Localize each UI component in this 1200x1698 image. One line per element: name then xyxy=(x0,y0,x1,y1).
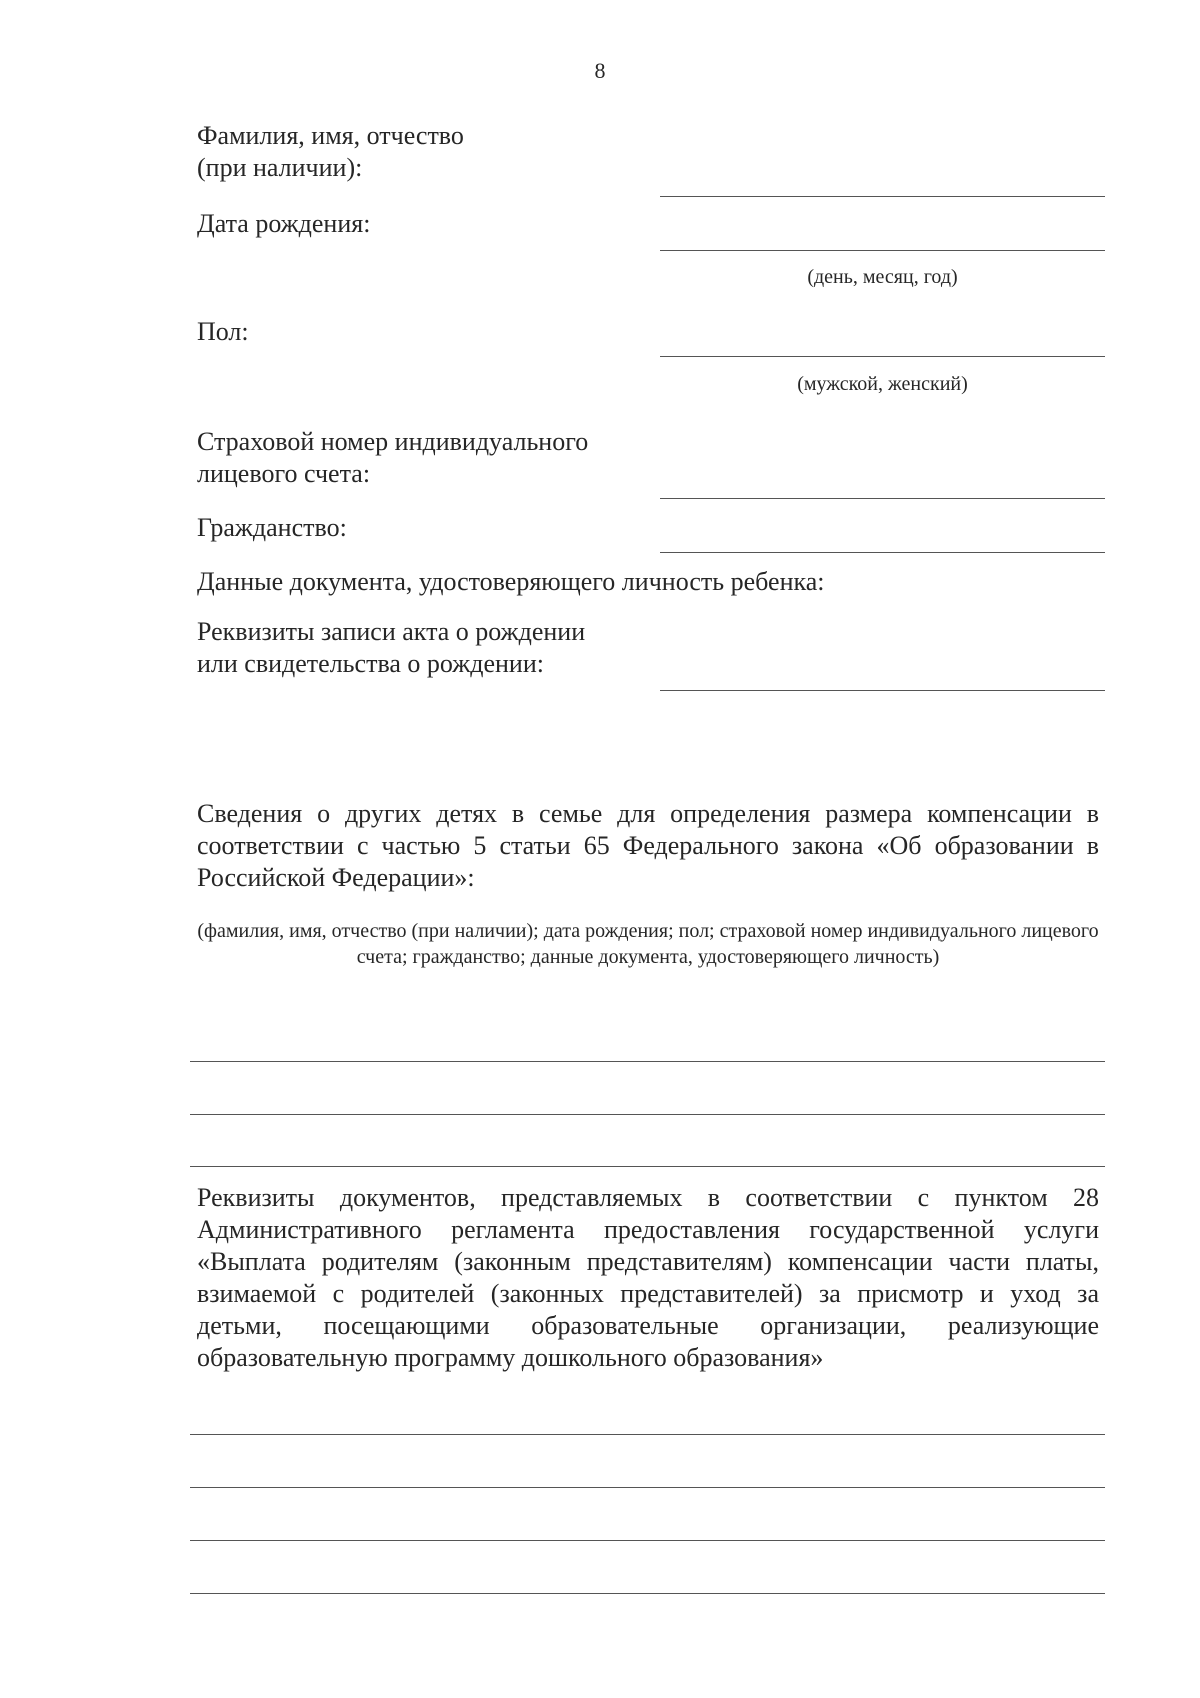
sex-caption: (мужской, женский) xyxy=(797,373,968,395)
birth-record-label: Реквизиты записи акта о рождении или свидетельства о рождении: xyxy=(197,617,586,678)
other-children-line[interactable] xyxy=(190,1114,1105,1115)
page-number: 8 xyxy=(594,58,606,83)
other-children-line[interactable] xyxy=(190,1061,1105,1062)
other-children-caption: (фамилия, имя, отчество (при наличии); дата рождения; пол; страховой номер индивидуального лицевого счета; гражданство; данные документа, удостоверяющего личность) xyxy=(197,920,1099,968)
citizenship-field[interactable] xyxy=(660,552,1105,553)
documents-line[interactable] xyxy=(190,1487,1105,1488)
other-children-paragraph: Сведения о других детях в семье для определения размера компенсации в соответствии с частью 5 статьи 65 Федерального закона «Об образовании в Российской Федерации»: xyxy=(197,799,1099,892)
sex-field[interactable] xyxy=(660,356,1105,357)
birth-record-field[interactable] xyxy=(660,690,1105,691)
identity-document-label: Данные документа, удостоверяющего личность ребенка: xyxy=(197,567,825,596)
birth-date-field[interactable] xyxy=(660,250,1105,251)
sex-label: Пол: xyxy=(197,317,249,346)
full-name-field[interactable] xyxy=(660,196,1105,197)
documents-line[interactable] xyxy=(190,1593,1105,1594)
snils-field[interactable] xyxy=(660,498,1105,499)
full-name-label: Фамилия, имя, отчество (при наличии): xyxy=(197,121,464,182)
other-children-line[interactable] xyxy=(190,1166,1105,1167)
documents-paragraph: Реквизиты документов, представляемых в соответствии с пунктом 28 Административного регламента предоставления государственной услуги «Выплата родителям (законным представителям) компенсации части платы, взимаемой с родителей (законных представителей) за присмотр и уход за детьми, посещающими образовательные организации, реализующие образовательную программу дошкольного образования» xyxy=(197,1183,1099,1372)
documents-line[interactable] xyxy=(190,1434,1105,1435)
citizenship-label: Гражданство: xyxy=(197,513,347,542)
snils-label: Страховой номер индивидуального лицевого счета: xyxy=(197,427,589,488)
documents-line[interactable] xyxy=(190,1540,1105,1541)
birth-date-label: Дата рождения: xyxy=(197,209,371,238)
birth-date-caption: (день, месяц, год) xyxy=(807,266,958,288)
